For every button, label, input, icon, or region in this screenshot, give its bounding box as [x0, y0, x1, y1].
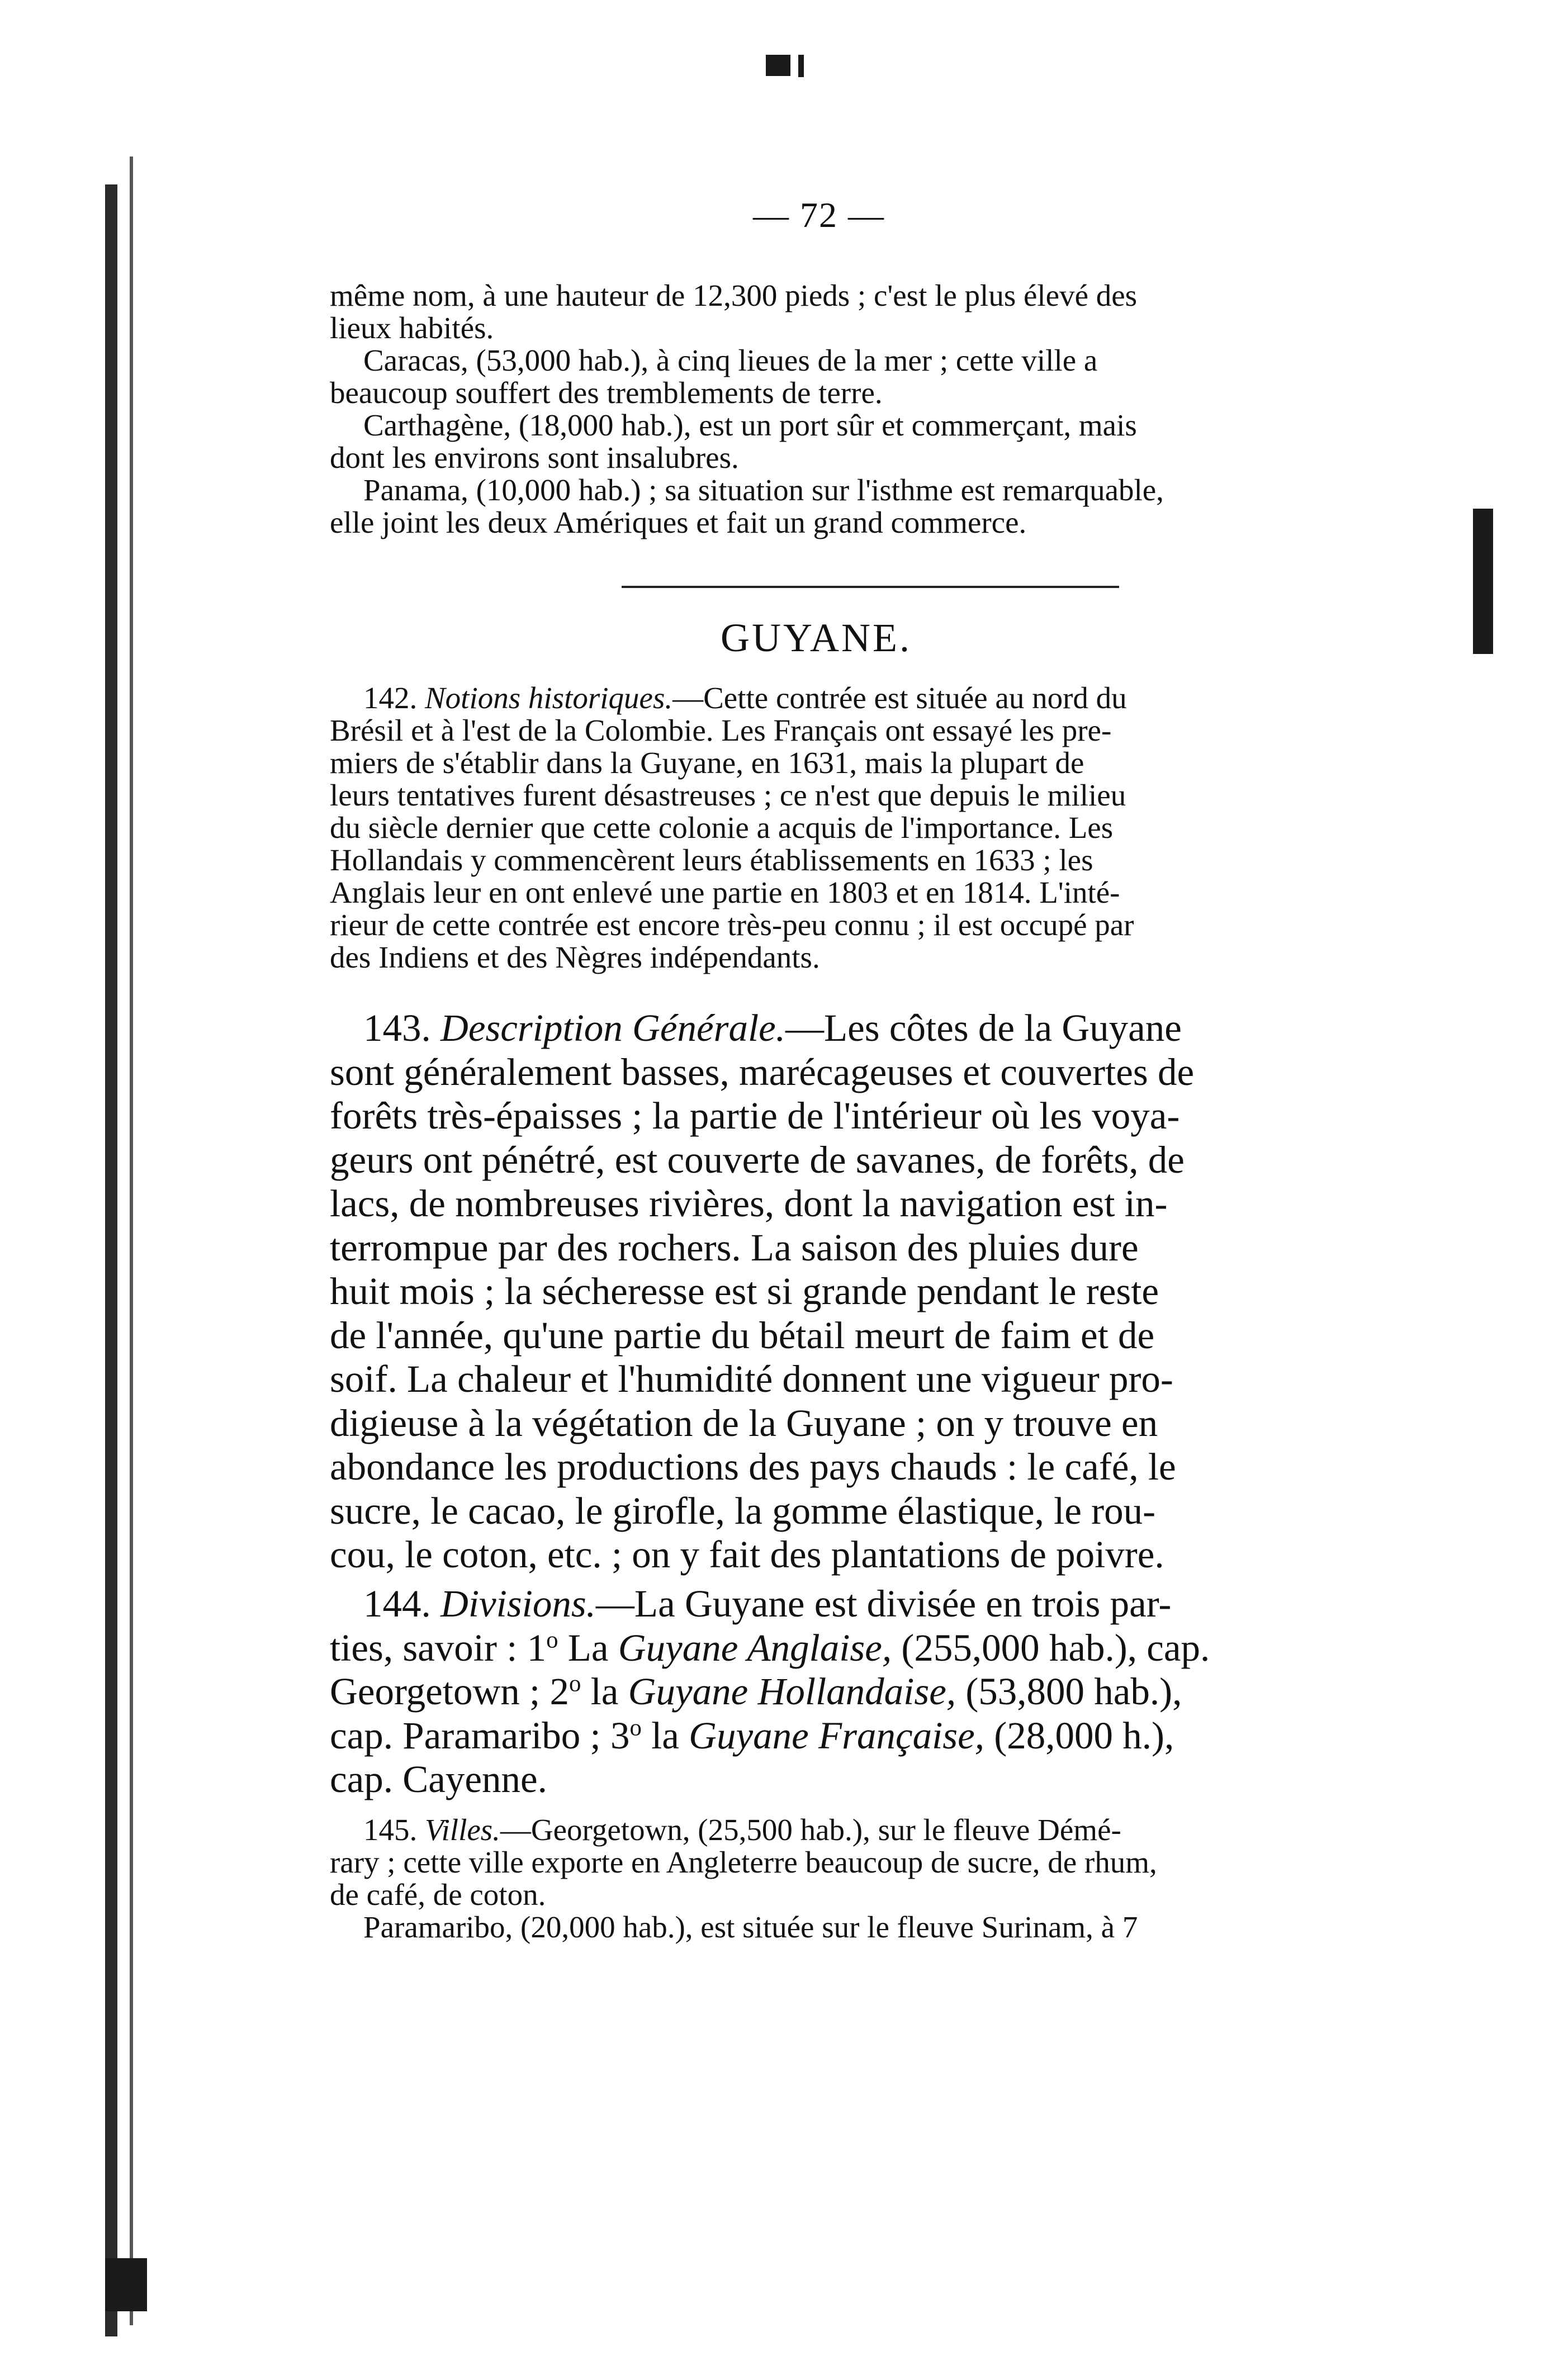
section-143 — [330, 1006, 1381, 1577]
colony-name: Guyane Hollandaise, — [628, 1670, 956, 1713]
section-142 — [330, 682, 1381, 974]
section-number: 144. — [363, 1582, 431, 1625]
colony-name: Guyane Française, — [689, 1714, 985, 1757]
text-run: ties, savoir : 1 — [330, 1626, 547, 1669]
text-run: —Les côtes de la Guyane — [785, 1007, 1182, 1049]
text-line: forêts très-épaisses ; la partie de l'intérieur où les voya- — [330, 1094, 1180, 1137]
text-line: sucre, le cacao, le girofle, la gomme élastique, le rou- — [330, 1489, 1156, 1532]
text-line: lacs, de nombreuses rivières, dont la navigation est in- — [330, 1182, 1168, 1225]
intro-paragraph-1 — [330, 279, 1381, 344]
text-line: Caracas, (53,000 hab.), à cinq lieues de la mer ; cette ville a — [363, 343, 1098, 377]
text-run: (53,800 hab.), — [956, 1670, 1182, 1713]
text-line: Panama, (10,000 hab.) ; sa situation sur l'isthme est remarquable, — [363, 473, 1164, 507]
ordinal-sup: o — [546, 1626, 558, 1653]
text-line: même nom, à une hauteur de 12,300 pieds ; c'est le plus élevé des — [330, 278, 1138, 312]
text-line: digieuse à la végétation de la Guyane ; on y trouve en — [330, 1401, 1158, 1444]
text-run: —Georgetown, (25,500 hab.), sur le fleuve Démé- — [500, 1813, 1121, 1847]
text-run: la — [641, 1714, 689, 1757]
intro-paragraph-3 — [330, 409, 1381, 474]
text-line: geurs ont pénétré, est couverte de savanes, de forêts, de — [330, 1138, 1185, 1181]
text-line: de l'année, qu'une partie du bétail meurt de faim et de — [330, 1314, 1155, 1357]
section-number: 143. — [363, 1007, 431, 1049]
scan-gutter-right — [1473, 509, 1493, 654]
text-run: (255,000 hab.), cap. — [892, 1626, 1210, 1669]
text-run: la — [581, 1670, 628, 1713]
scan-mark-top — [766, 55, 790, 76]
text-line: de café, de coton. — [330, 1878, 546, 1912]
text-line: des Indiens et des Nègres indépendants. — [330, 940, 820, 974]
text-line: cou, le coton, etc. ; on y fait des plantations de poivre. — [330, 1533, 1164, 1576]
text-line: elle joint les deux Amériques et fait un grand commerce. — [330, 505, 1027, 539]
text-line: Brésil et à l'est de la Colombie. Les Français ont essayé les pre- — [330, 713, 1112, 747]
section-144 — [330, 1582, 1381, 1802]
text-run: —Cette contrée est située au nord du — [672, 681, 1127, 715]
section-145 — [330, 1814, 1381, 1943]
text-line: sont généralement basses, marécageuses et couvertes de — [330, 1050, 1195, 1093]
text-line — [330, 1670, 1381, 1714]
text-line — [330, 1814, 1381, 1846]
section-title: Notions historiques. — [425, 681, 673, 715]
text-run: La — [558, 1626, 618, 1669]
text-line: terrompue par des rochers. La saison des pluies dure — [330, 1226, 1139, 1269]
page-number: — 72 — — [753, 195, 885, 235]
section-title: Divisions. — [440, 1582, 596, 1625]
text-run: Georgetown ; 2 — [330, 1670, 569, 1713]
text-line: Anglais leur en ont enlevé une partie en 1803 et en 1814. L'inté- — [330, 875, 1120, 909]
section-number: 142. — [363, 681, 418, 715]
text-line — [330, 1582, 1381, 1626]
text-run: (28,000 h.), — [984, 1714, 1174, 1757]
text-line: cap. Cayenne. — [330, 1758, 547, 1800]
text-line: huit mois ; la sécheresse est si grande pendant le reste — [330, 1270, 1159, 1312]
text-line: beaucoup souffert des tremblements de terre. — [330, 376, 883, 410]
text-line: Hollandais y commencèrent leurs établissements en 1633 ; les — [330, 843, 1093, 877]
text-line — [330, 1714, 1381, 1758]
intro-paragraph-2 — [330, 344, 1381, 409]
text-line: dont les environs sont insalubres. — [330, 440, 739, 475]
text-line — [330, 1626, 1381, 1670]
text-line: miers de s'établir dans la Guyane, en 1631, mais la plupart de — [330, 746, 1084, 780]
text-line: lieux habités. — [330, 311, 494, 345]
text-line — [330, 1006, 1381, 1050]
ordinal-sup: o — [569, 1670, 581, 1697]
text-run: cap. Paramaribo ; 3 — [330, 1714, 630, 1757]
text-line: leurs tentatives furent désastreuses ; ce n'est que depuis le milieu — [330, 778, 1126, 812]
scan-gutter-left-bottom — [105, 2258, 147, 2311]
section-title: Description Générale. — [440, 1007, 786, 1049]
text-line: rieur de cette contrée est encore très-peu connu ; il est occupé par — [330, 908, 1134, 942]
text-run: —La Guyane est divisée en trois par- — [595, 1582, 1172, 1625]
section-heading: GUYANE. — [721, 615, 912, 660]
colony-name: Guyane Anglaise, — [618, 1626, 892, 1669]
section-rule — [622, 586, 1119, 588]
intro-paragraph-4 — [330, 474, 1381, 539]
scan-gutter-left — [105, 184, 117, 2336]
text-line: rary ; cette ville exporte en Angleterre beaucoup de sucre, de rhum, — [330, 1845, 1157, 1879]
text-line: abondance les productions des pays chauds : le café, le — [330, 1445, 1176, 1488]
text-line: du siècle dernier que cette colonie a acquis de l'importance. Les — [330, 810, 1114, 845]
scan-mark-top-bar — [798, 55, 804, 77]
ordinal-sup: o — [629, 1714, 642, 1741]
text-line: soif. La chaleur et l'humidité donnent une vigueur pro- — [330, 1358, 1173, 1400]
section-title: Villes. — [425, 1813, 500, 1847]
text-line — [330, 682, 1381, 714]
text-line: Carthagène, (18,000 hab.), est un port sûr et commerçant, mais — [363, 408, 1137, 442]
text-line: Paramaribo, (20,000 hab.), est située sur le fleuve Surinam, à 7 — [363, 1910, 1138, 1944]
scan-gutter-left-line — [130, 157, 133, 2325]
section-number: 145. — [363, 1813, 418, 1847]
